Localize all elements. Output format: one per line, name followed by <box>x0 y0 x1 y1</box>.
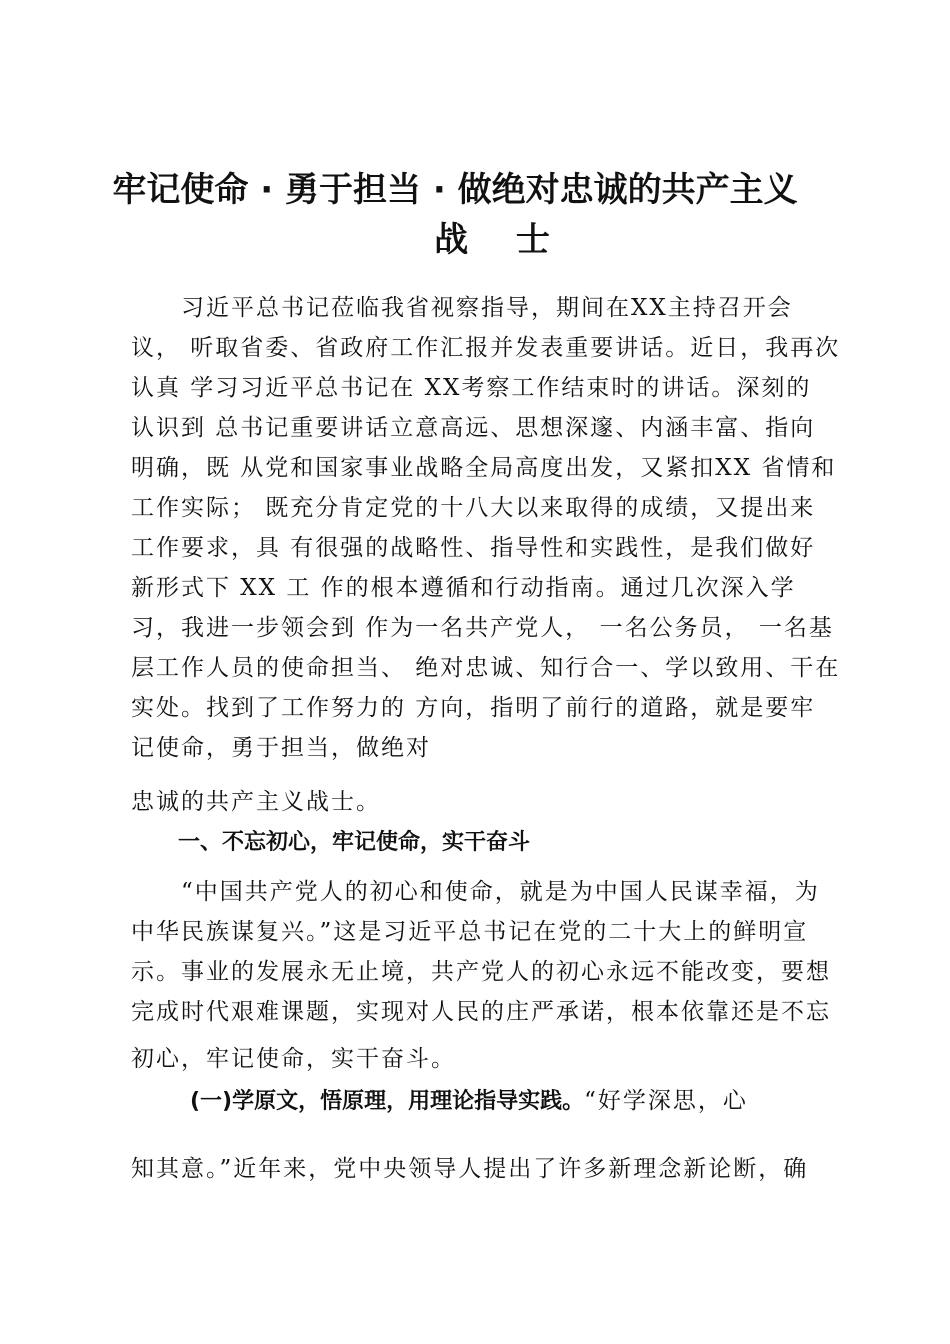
intro-paragraph <box>131 288 841 768</box>
paragraph-line: 认真 学习习近平总书记在 XX考察工作结束时的讲话。深刻的 <box>131 375 812 401</box>
paragraph-line: 认识到 总书记重要讲话立意高远、思想深邃、内涵丰富、指向 <box>131 415 816 441</box>
paragraph-line: 示。事业的发展永无止境，共产党人的初心永远不能改变，要想 <box>131 959 831 985</box>
paragraph-line: 中华民族谋复兴。”这是习近平总书记在党的二十大上的鲜明宣 <box>131 919 809 945</box>
paragraph-line: 习近平总书记莅临我省视察指导，期间在XX主持召开会 <box>181 295 793 321</box>
sub1-quote: “好学深思，心 <box>584 1088 748 1114</box>
paragraph-line: 层工作人员的使命担当、 绝对忠诚、知行合一、学以致用、干在 <box>131 655 841 681</box>
paragraph-line: “中国共产党人的初心和使命，就是为中国人民谋幸福，为 <box>181 879 820 905</box>
paragraph-line: 明确，既 从党和国家事业战略全局高度出发，又紧扣XX 省情和 <box>131 455 837 481</box>
section1-heading: 一、不忘初心，牢记使命，实干奋斗 <box>178 830 531 855</box>
section1-paragraph <box>131 872 841 1032</box>
paragraph-line: 完成时代艰难课题，实现对人民的庄严承诺，根本依靠还是不忘 <box>131 999 831 1025</box>
sub1-heading-row <box>190 1082 748 1115</box>
paragraph-line: 实处。找到了工作努力的 方向，指明了前行的道路，就是要牢 <box>131 695 816 721</box>
paragraph-line: 新形式下 XX 工 作的根本遵循和行动指南。通过几次深入学 <box>131 575 796 601</box>
intro-tail-line: 忠诚的共产主义战士。 <box>131 789 381 815</box>
sub1-heading: (一)学原文，悟原理，用理论指导实践。 <box>190 1089 585 1114</box>
document-title-line2: 战 士 <box>434 220 568 260</box>
section1-tail-line: 初心，牢记使命，实干奋斗。 <box>131 1046 456 1072</box>
paragraph-line: 议， 听取省委、省政府工作汇报并发表重要讲话。近日，我再次 <box>131 335 841 361</box>
sub1-next-line: 知其意。”近年来，党中央领导人提出了许多新理念新论断，确 <box>131 1156 809 1182</box>
paragraph-line: 习，我进一步领会到 作为一名共产党人， 一名公务员， 一名基 <box>131 615 834 641</box>
paragraph-line: 工作要求，具 有很强的战略性、指导性和实践性，是我们做好 <box>131 535 816 561</box>
paragraph-line: 工作实际； 既充分肯定党的十八大以来取得的成绩，又提出来 <box>131 495 816 521</box>
document-title-line1: 牢记使命 · 勇于担当 · 做绝对忠诚的共产主义 <box>112 170 798 210</box>
paragraph-line: 记使命，勇于担当，做绝对 <box>131 735 431 761</box>
